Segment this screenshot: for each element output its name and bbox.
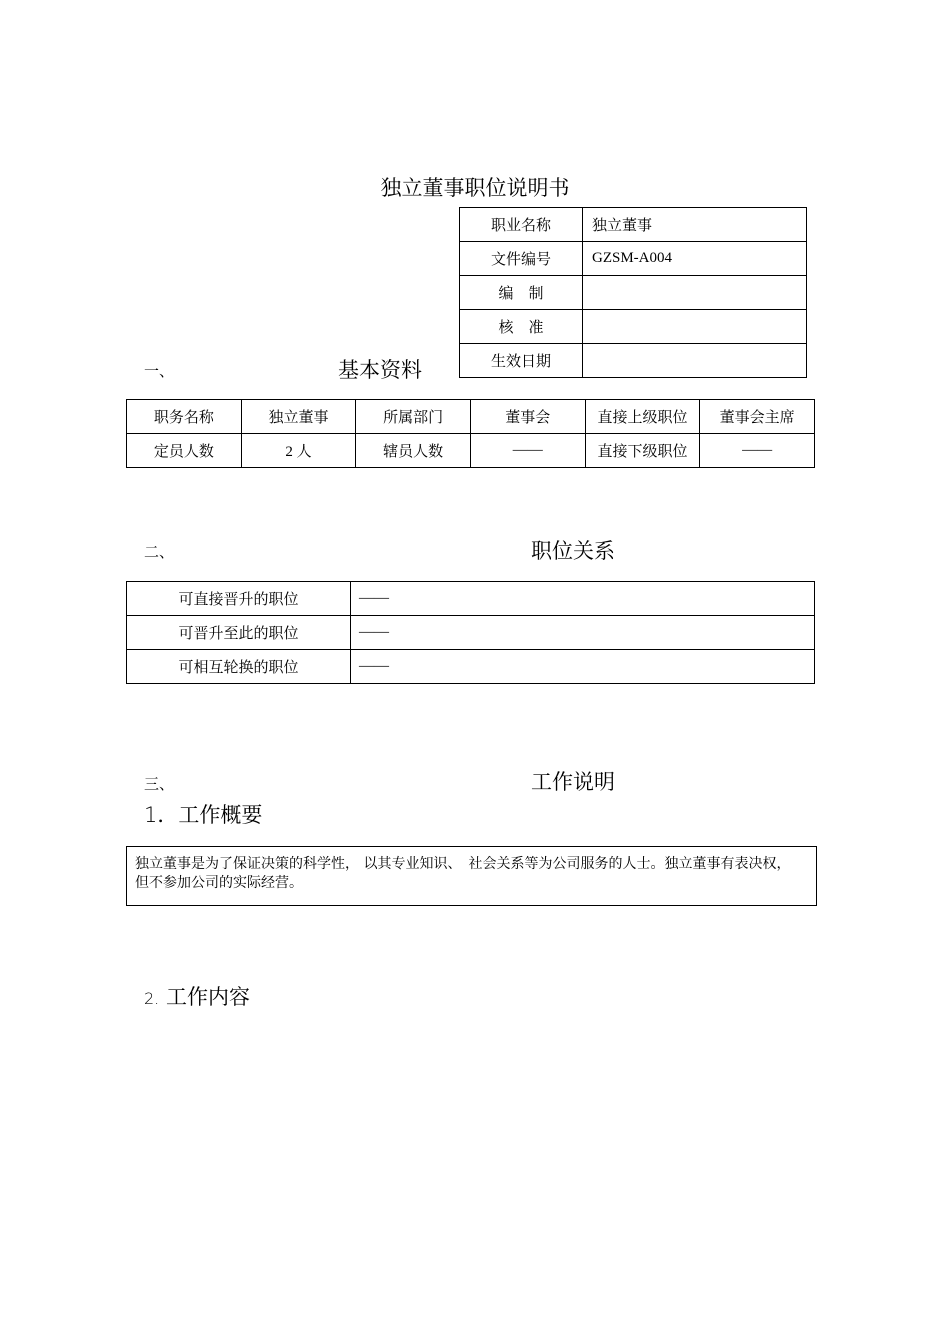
- table-cell: 2 人: [241, 434, 356, 468]
- table-row: [127, 400, 815, 434]
- table-row: [127, 582, 815, 616]
- meta-value: [583, 310, 807, 344]
- relation-value: ——: [351, 582, 815, 616]
- meta-label: 编 制: [460, 276, 583, 310]
- table-cell: 定员人数: [127, 434, 242, 468]
- work-summary-box: 独立董事是为了保证决策的科学性， 以其专业知识、 社会关系等为公司服务的人士。独立董事有表决权， 但不参加公司的实际经营。: [126, 846, 817, 906]
- subsection-1-heading: [144, 799, 262, 829]
- relation-value: ——: [351, 650, 815, 684]
- meta-row: [460, 208, 807, 242]
- table-cell: ——: [700, 434, 815, 468]
- table-cell: 董事会: [470, 400, 585, 434]
- meta-label: 生效日期: [460, 344, 583, 378]
- table-cell: 独立董事: [241, 400, 356, 434]
- subsection-2-title: 工作内容: [165, 985, 250, 1009]
- section-1-number: 一、: [144, 362, 175, 380]
- relation-label: 可晋升至此的职位: [127, 616, 351, 650]
- meta-value: [583, 344, 807, 378]
- table-cell: 直接上级职位: [585, 400, 700, 434]
- meta-row: [460, 276, 807, 310]
- table-cell: ——: [470, 434, 585, 468]
- meta-value: GZSM-A004: [583, 242, 807, 276]
- table-row: [127, 434, 815, 468]
- meta-row: [460, 310, 807, 344]
- position-relations-table: [126, 581, 815, 684]
- subsection-2-heading: [144, 981, 250, 1011]
- table-row: [127, 616, 815, 650]
- relation-label: 可直接晋升的职位: [127, 582, 351, 616]
- subsection-1-title: 工作概要: [178, 803, 263, 827]
- section-2-heading: 职位关系: [531, 539, 615, 563]
- section-3-number: 三、: [144, 775, 175, 793]
- section-1-heading: 基本资料: [338, 358, 422, 382]
- document-meta-table: [459, 207, 807, 378]
- table-cell: 所属部门: [356, 400, 471, 434]
- meta-row: [460, 242, 807, 276]
- table-cell: 辖员人数: [356, 434, 471, 468]
- basic-info-table: [126, 399, 815, 468]
- relation-label: 可相互轮换的职位: [127, 650, 351, 684]
- relation-value: ——: [351, 616, 815, 650]
- meta-value: 独立董事: [583, 208, 807, 242]
- meta-row: [460, 344, 807, 378]
- meta-label: 文件编号: [460, 242, 583, 276]
- table-cell: 职务名称: [127, 400, 242, 434]
- meta-label: 职业名称: [460, 208, 583, 242]
- section-3-heading: 工作说明: [531, 770, 615, 794]
- section-2-number: 二、: [144, 543, 175, 561]
- document-title: 独立董事职位说明书: [380, 176, 570, 200]
- meta-value: [583, 276, 807, 310]
- table-cell: 直接下级职位: [585, 434, 700, 468]
- subsection-2-number: 2.: [144, 989, 160, 1008]
- table-cell: 董事会主席: [700, 400, 815, 434]
- table-row: [127, 650, 815, 684]
- subsection-1-number: 1．: [144, 803, 179, 827]
- meta-label: 核 准: [460, 310, 583, 344]
